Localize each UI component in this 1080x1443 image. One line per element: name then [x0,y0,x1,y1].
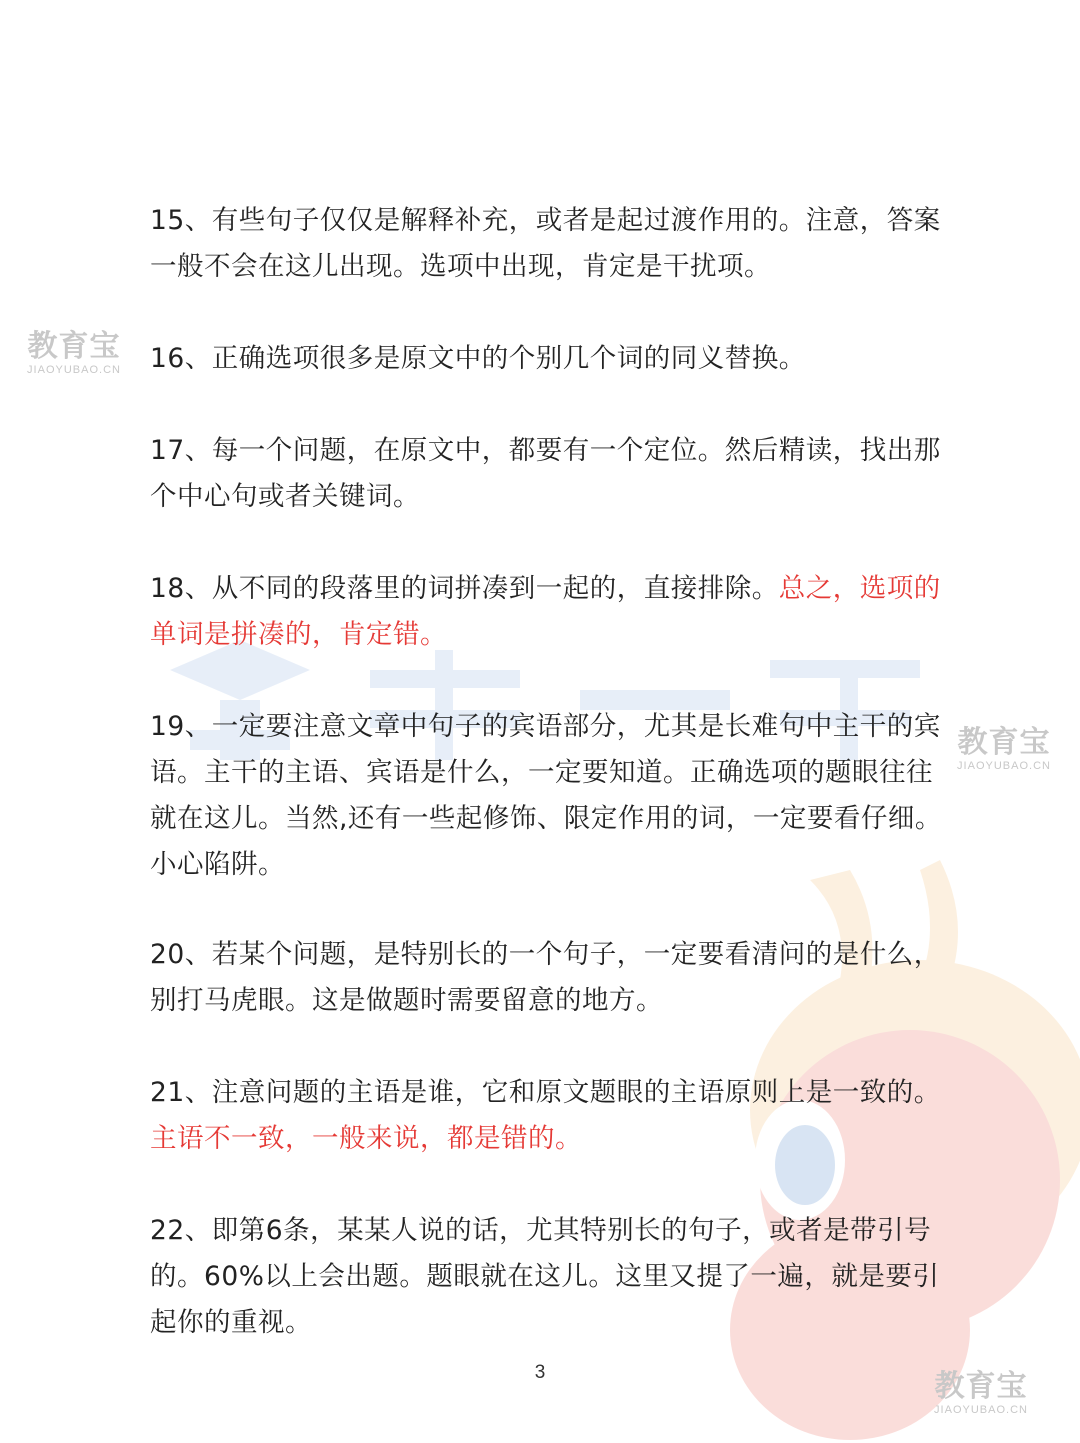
watermark-en: JIAOYUBAO.CN [934,1404,1028,1416]
tip-item-18-highlight: 总之，选项的单词是拼凑的，肯定错。 [150,572,941,650]
tip-item-18-text: 18、从不同的段落里的词拼凑到一起的，直接排除。 [150,572,779,604]
watermark-cn: 教育宝 [957,725,1051,760]
tip-item-20: 20、若某个问题，是特别长的一个句子，一定要看清问的是什么，别打马虎眼。这是做题时需要留意的地方。 [150,938,941,1016]
tip-item-21-highlight: 主语不一致，一般来说，都是错的。 [150,1122,582,1154]
tip-item-19: 19、一定要注意文章中句子的宾语部分，尤其是长难句中主干的宾语。主干的主语、宾语是什么，一定要知道。正确选项的题眼往往就在这儿。当然,还有一些起修饰、限定作用的词，一定要看仔细。小心陷阱。 [150,710,942,880]
tip-item-16: 16、正确选项很多是原文中的个别几个词的同义替换。 [150,342,806,374]
tip-item-15: 15、有些句子仅仅是解释补充，或者是起过渡作用的。注意，答案一般不会在这儿出现。选项中出现，肯定是干扰项。 [150,204,941,282]
watermark-cn: 教育宝 [934,1369,1028,1404]
page-number: 3 [534,1362,546,1383]
tip-item-17: 17、每一个问题，在原文中，都要有一个定位。然后精读，找出那个中心句或者关键词。 [150,434,941,512]
watermark-cn: 教育宝 [27,329,121,364]
site-watermark [18,329,130,376]
watermark-en: JIAOYUBAO.CN [27,364,121,376]
tip-item-21 [150,1070,950,1162]
tip-item-18 [150,566,950,658]
tip-item-22: 22、即第6条，某某人说的话，尤其特别长的句子，或者是带引号的。60%以上会出题。题眼就在这儿。这里又提了一遍，就是要引起你的重视。 [150,1214,940,1338]
watermark-en: JIAOYUBAO.CN [957,760,1051,772]
tip-item-21-text: 21、注意问题的主语是谁，它和原文题眼的主语原则上是一致的。 [150,1076,941,1108]
site-watermark [948,725,1060,772]
